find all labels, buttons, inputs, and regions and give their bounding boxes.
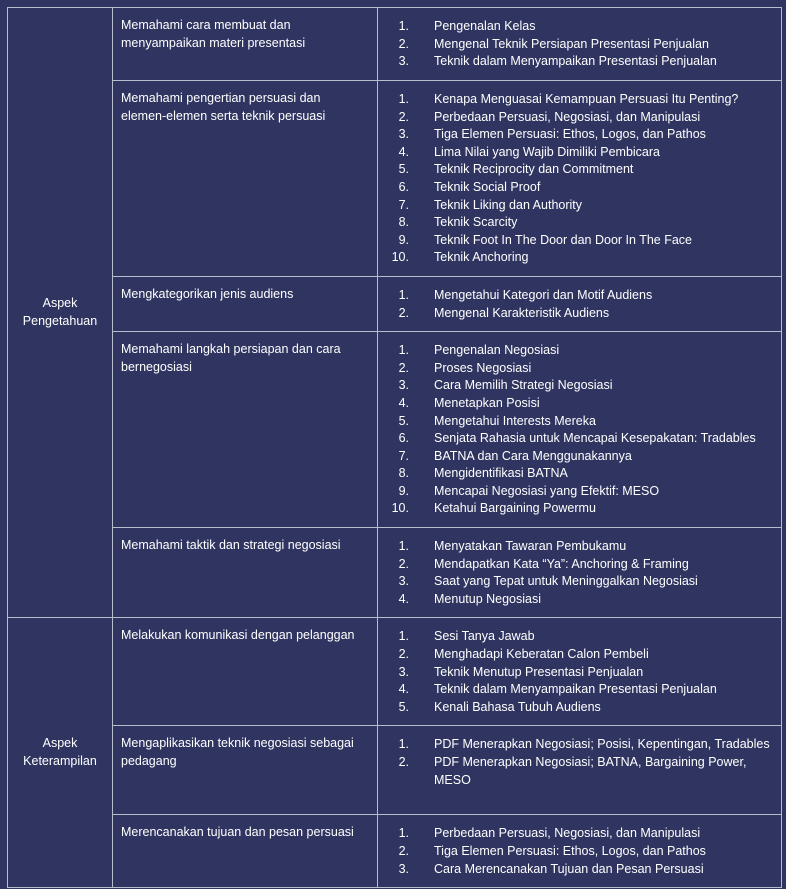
aspect-cell-keterampilan [8, 618, 113, 888]
topic-list [378, 81, 781, 276]
table-row [8, 8, 782, 81]
list-item: 4. Teknik dalam Menyampaikan Presentasi Penjualan [398, 682, 717, 697]
list-item: 4. Lima Nilai yang Wajib Dimiliki Pembicara [398, 144, 660, 159]
topic-list [378, 815, 781, 887]
list-item: 3. Teknik Menutup Presentasi Penjualan [398, 664, 644, 679]
topics-cell [378, 815, 782, 888]
list-item: 5. Kenali Bahasa Tubuh Audiens [398, 699, 601, 714]
list-item: 3. Teknik dalam Menyampaikan Presentasi Penjualan [398, 54, 717, 69]
topic-list [378, 528, 781, 617]
list-item: 10. Teknik Anchoring [391, 250, 529, 265]
list-item: 1. Pengenalan Negosiasi [398, 343, 560, 358]
list-item: 2. PDF Menerapkan Negosiasi; BATNA, Bargaining Power, MESO [398, 755, 747, 787]
list-item: 2. Mendapatkan Kata “Ya”: Anchoring & Framing [398, 556, 689, 571]
objective-cell: Melakukan komunikasi dengan pelanggan [113, 618, 378, 726]
topics-cell [378, 8, 782, 81]
topics-cell [378, 528, 782, 618]
topic-list [378, 618, 781, 725]
list-item: 3. Tiga Elemen Persuasi: Ethos, Logos, dan Pathos [398, 127, 706, 142]
list-item: 7. Teknik Liking dan Authority [398, 197, 583, 212]
list-item: 2. Menghadapi Keberatan Calon Pembeli [398, 647, 649, 662]
list-item: 6. Teknik Social Proof [398, 179, 541, 194]
table-row [8, 528, 782, 618]
list-item: 5. Teknik Reciprocity dan Commitment [398, 162, 634, 177]
list-item: 1. Pengenalan Kelas [398, 19, 536, 33]
list-item: 1. PDF Menerapkan Negosiasi; Posisi, Kepentingan, Tradables [398, 737, 770, 752]
list-item: 3. Saat yang Tepat untuk Meninggalkan Negosiasi [398, 574, 698, 589]
objective-cell: Mengkategorikan jenis audiens [113, 276, 378, 331]
list-item: 2. Perbedaan Persuasi, Negosiasi, dan Manipulasi [398, 109, 701, 124]
list-item: 2. Proses Negosiasi [398, 360, 532, 375]
objective-cell: Memahami taktik dan strategi negosiasi [113, 528, 378, 618]
objective-cell: Mengaplikasikan teknik negosiasi sebagai pedagang [113, 726, 378, 815]
aspect-label: Aspek [42, 296, 78, 311]
table-row [8, 815, 782, 888]
list-item: 1. Perbedaan Persuasi, Negosiasi, dan Manipulasi [398, 826, 701, 841]
list-item: 2. Mengenal Karakteristik Audiens [398, 305, 610, 320]
table-row [8, 618, 782, 726]
list-item: 8. Teknik Scarcity [398, 215, 518, 230]
objective-cell: Memahami pengertian persuasi dan elemen-elemen serta teknik persuasi [113, 81, 378, 277]
list-item: 5. Mengetahui Interests Mereka [398, 413, 596, 428]
aspect-label: Aspek [42, 736, 78, 751]
list-item: 9. Mencapai Negosiasi yang Efektif: MESO [398, 483, 660, 498]
list-item: 2. Tiga Elemen Persuasi: Ethos, Logos, dan Pathos [398, 844, 706, 858]
list-item: 10. Ketahui Bargaining Powermu [391, 501, 596, 516]
objective-cell: Memahami langkah persiapan dan cara bernegosiasi [113, 332, 378, 528]
aspect-cell-pengetahuan [8, 8, 113, 618]
list-item: 3. Cara Memilih Strategi Negosiasi [398, 378, 613, 393]
objective-cell: Memahami cara membuat dan menyampaikan materi presentasi [113, 8, 378, 81]
topic-list [378, 332, 781, 527]
list-item: 4. Menetapkan Posisi [398, 395, 540, 410]
list-item: 3. Cara Merencanakan Tujuan dan Pesan Persuasi [398, 861, 704, 876]
list-item: 7. BATNA dan Cara Menggunakannya [398, 448, 632, 463]
list-item: 4. Menutup Negosiasi [398, 591, 542, 606]
list-item: 1. Sesi Tanya Jawab [398, 629, 535, 644]
aspect-label: Pengetahuan [22, 313, 98, 328]
list-item: 6. Senjata Rahasia untuk Mencapai Kesepakatan: Tradables [398, 431, 756, 446]
topics-cell [378, 81, 782, 277]
objective-cell: Merencanakan tujuan dan pesan persuasi [113, 815, 378, 888]
table-row [8, 332, 782, 528]
topics-cell [378, 276, 782, 331]
learning-outcomes-table [7, 7, 782, 888]
topics-cell [378, 332, 782, 528]
list-item: 9. Teknik Foot In The Door dan Door In The Face [398, 232, 693, 247]
topic-list [378, 8, 781, 80]
list-item: 1. Mengetahui Kategori dan Motif Audiens [398, 287, 653, 302]
list-item: 1. Kenapa Menguasai Kemampuan Persuasi Itu Penting? [398, 92, 739, 106]
list-item: 1. Menyatakan Tawaran Pembukamu [398, 539, 627, 554]
topics-cell [378, 726, 782, 815]
list-item: 8. Mengidentifikasi BATNA [398, 466, 568, 481]
table-row [8, 81, 782, 277]
table-row [8, 276, 782, 331]
list-item: 2. Mengenal Teknik Persiapan Presentasi Penjualan [398, 36, 709, 51]
table-row [8, 726, 782, 815]
topic-list [378, 726, 781, 798]
aspect-label: Keterampilan [23, 753, 97, 768]
topics-cell [378, 618, 782, 726]
topic-list [378, 277, 781, 331]
